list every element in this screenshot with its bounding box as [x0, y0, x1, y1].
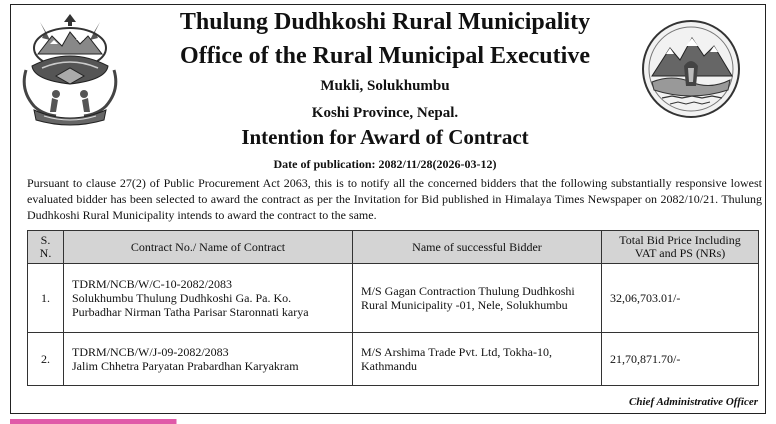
row-bidder [353, 264, 602, 333]
table-row [28, 333, 759, 386]
accent-strip [10, 419, 766, 424]
header-price-line2: VAT and PS (NRs) [634, 246, 726, 260]
municipality-logo-icon [638, 16, 744, 124]
notice-paragraph: Pursuant to clause 27(2) of Public Procurement Act 2063, this is to notify all the concerned bidders that the following substantially responsive lowest evaluated bidder has been selected to award the contract as per the Invitation for Bid published in Himalaya Times Newspaper on 2082/10/21. Thulung Dudhkoshi Rural Municipality intends to award the contract to the same. [27, 176, 762, 222]
province-name: Koshi Province, Nepal. [311, 105, 459, 121]
header-sn-line1: S. [40, 233, 51, 247]
bidder-line: Rural Municipality -01, Nele, Solukhumbu [361, 298, 568, 312]
municipality-name: Thulung Dudhkoshi Rural Municipality [179, 9, 591, 35]
table-header-row [28, 231, 759, 264]
notice-title: Intention for Award of Contract [241, 125, 529, 149]
nepal-emblem-icon [20, 10, 120, 128]
row-price: 32,06,703.01/- [602, 264, 759, 333]
row-price: 21,70,871.70/- [602, 333, 759, 386]
contract-number: TDRM/NCB/W/J-09-2082/2083 [72, 345, 229, 359]
row-contract [64, 264, 353, 333]
contract-number: TDRM/NCB/W/C-10-2082/2083 [72, 277, 233, 291]
office-name: Office of the Rural Municipal Executive [180, 43, 590, 69]
header-bidder: Name of successful Bidder [353, 231, 602, 264]
publication-date: Date of publication: 2082/11/28(2026-03-12) [273, 157, 497, 171]
contract-name-line: Solukhumbu Thulung Dudhkoshi Ga. Pa. Ko. [72, 291, 292, 305]
signatory-title: Chief Administrative Officer [629, 396, 758, 408]
header-sn [28, 231, 64, 264]
award-table [27, 230, 759, 386]
row-sn: 2. [28, 333, 64, 386]
header-contract: Contract No./ Name of Contract [64, 231, 353, 264]
header-price-line1: Total Bid Price Including [619, 233, 741, 247]
office-location: Mukli, Solukhumbu [320, 78, 450, 94]
bidder-line: Kathmandu [361, 359, 417, 373]
row-bidder [353, 333, 602, 386]
row-sn: 1. [28, 264, 64, 333]
header-sn-line2: N. [39, 246, 52, 260]
contract-name-line: Jalim Chhetra Paryatan Prabardhan Karyakram [72, 359, 299, 373]
row-contract [64, 333, 353, 386]
table-row [28, 264, 759, 333]
header-price [602, 231, 759, 264]
bidder-line: M/S Arshima Trade Pvt. Ltd, Tokha-10, [361, 345, 552, 359]
bidder-line: M/S Gagan Contraction Thulung Dudhkoshi [361, 284, 575, 298]
contract-name-line: Purbadhar Nirman Tatha Parisar Staronnati karya [72, 305, 309, 319]
